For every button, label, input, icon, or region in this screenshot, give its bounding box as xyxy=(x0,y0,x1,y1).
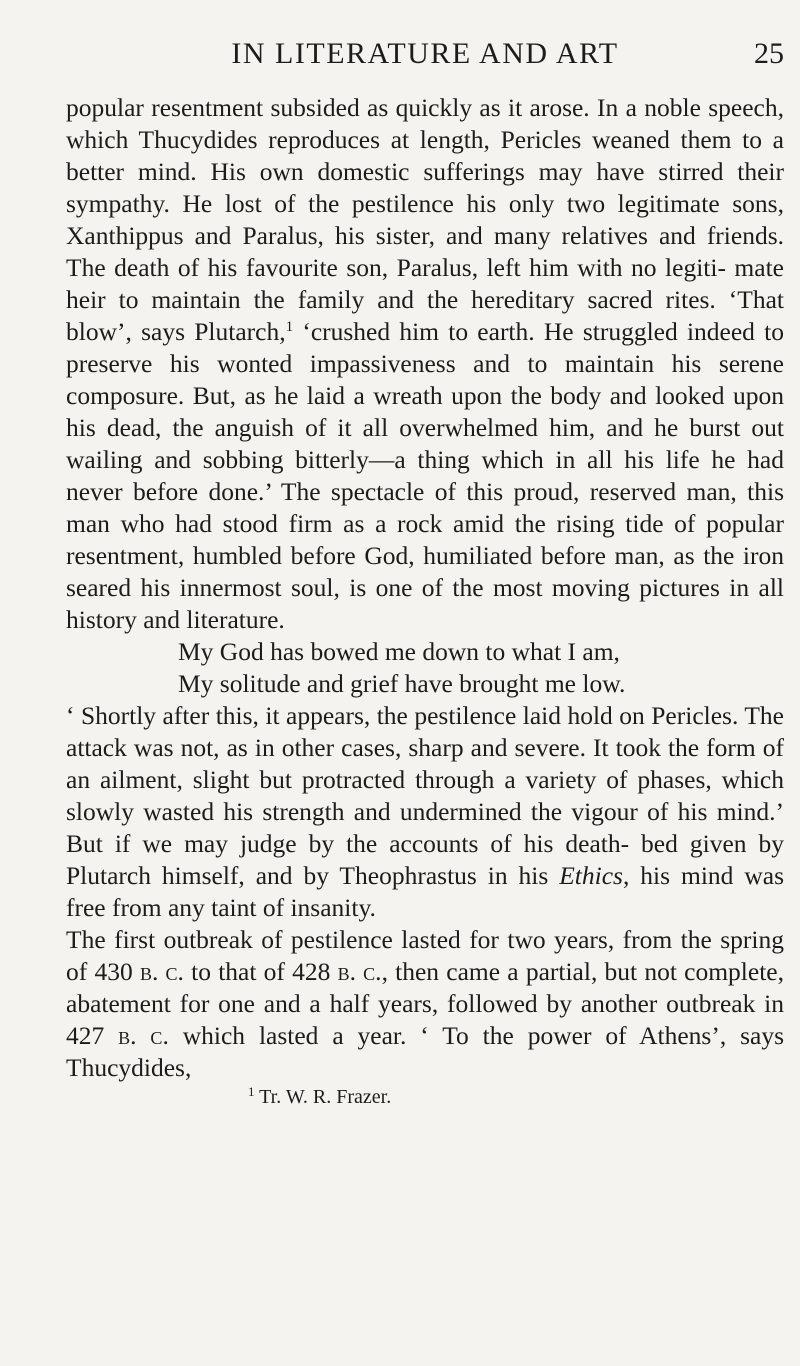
verse-line: My solitude and grief have brought me low. xyxy=(178,669,626,698)
italic-title: Ethics xyxy=(559,861,623,890)
paragraph-text: to that of 428 xyxy=(183,957,338,986)
book-page xyxy=(66,0,784,1110)
paragraph-text: ‘crushed him to earth. He struggled indeed to preserve his wonted impassiveness and to maintain his serene composure. But, as he laid a wreath upon the body and looked upon his dead, the anguish of it all overwhelmed him, and he burst out wailing and sobbing bitterly—a thing which in all his life he had never before done.’ The spectacle of this proud, reserved man, this man who had stood firm as a rock amid the rising tide of popular resentment, humbled before God, humiliated before man, as the iron seared his innermost soul, is one of the most moving pictures in all history and literature. xyxy=(66,317,784,634)
paragraph-pericles-grief xyxy=(66,92,784,636)
running-title: IN LITERATURE AND ART xyxy=(231,37,619,70)
footnote-marker: 1 xyxy=(248,1084,255,1099)
paragraph-text: , his mind was free from any taint of insanity. xyxy=(66,861,784,922)
paragraph-text: , then came a partial, but not complete, abatement for one and a half years, followed by another outbreak in 427 xyxy=(66,957,784,1050)
paragraph-text: ‘ Shortly after this, it appears, the pestilence laid hold on Pericles. The attack was not, as in other cases, sharp and severe. It took the form of an ailment, slight but protracted through a variety of phases, which slowly wasted his strength and undermined the vigour of his mind.’ But if we may judge by the accounts of his death- bed given by Plutarch himself, and by Theophrastus in his xyxy=(66,701,784,890)
era-abbreviation: b. c. xyxy=(118,1021,169,1050)
verse-quotation xyxy=(178,636,784,700)
running-header xyxy=(66,0,784,92)
era-abbreviation: b. c. xyxy=(337,957,382,986)
paragraph-text: The first outbreak of pestilence lasted for two years, from the spring of 430 xyxy=(66,925,784,986)
paragraph-text: which lasted a year. ‘ To the power of Athens’, says Thucydides, xyxy=(66,1021,785,1082)
era-abbreviation: b. c. xyxy=(139,957,184,986)
paragraph-pericles-illness xyxy=(66,700,784,924)
footnote-text: Tr. W. R. Frazer. xyxy=(259,1086,392,1108)
verse-line: My God has bowed me down to what I am, xyxy=(178,637,620,666)
footnote xyxy=(248,1084,784,1110)
paragraph-text: popular resentment subsided as quickly as it arose. In a noble speech, which Thucydides reproduces at length, Pericles weaned them to a better mind. His own domestic sufferings may have stirred their sympathy. He lost of the pestilence his only two legitimate sons, Xanthippus and Paralus, his sister, and many relatives and friends. The death of his favourite son, Paralus, left him with no legiti- mate heir to maintain the family and the hereditary sacred rites. ‘That blow’, says Plutarch, xyxy=(66,93,784,346)
page-number: 25 xyxy=(754,37,784,70)
footnote-reference: 1 xyxy=(285,319,294,335)
paragraph-pestilence-outbreaks xyxy=(66,924,784,1084)
